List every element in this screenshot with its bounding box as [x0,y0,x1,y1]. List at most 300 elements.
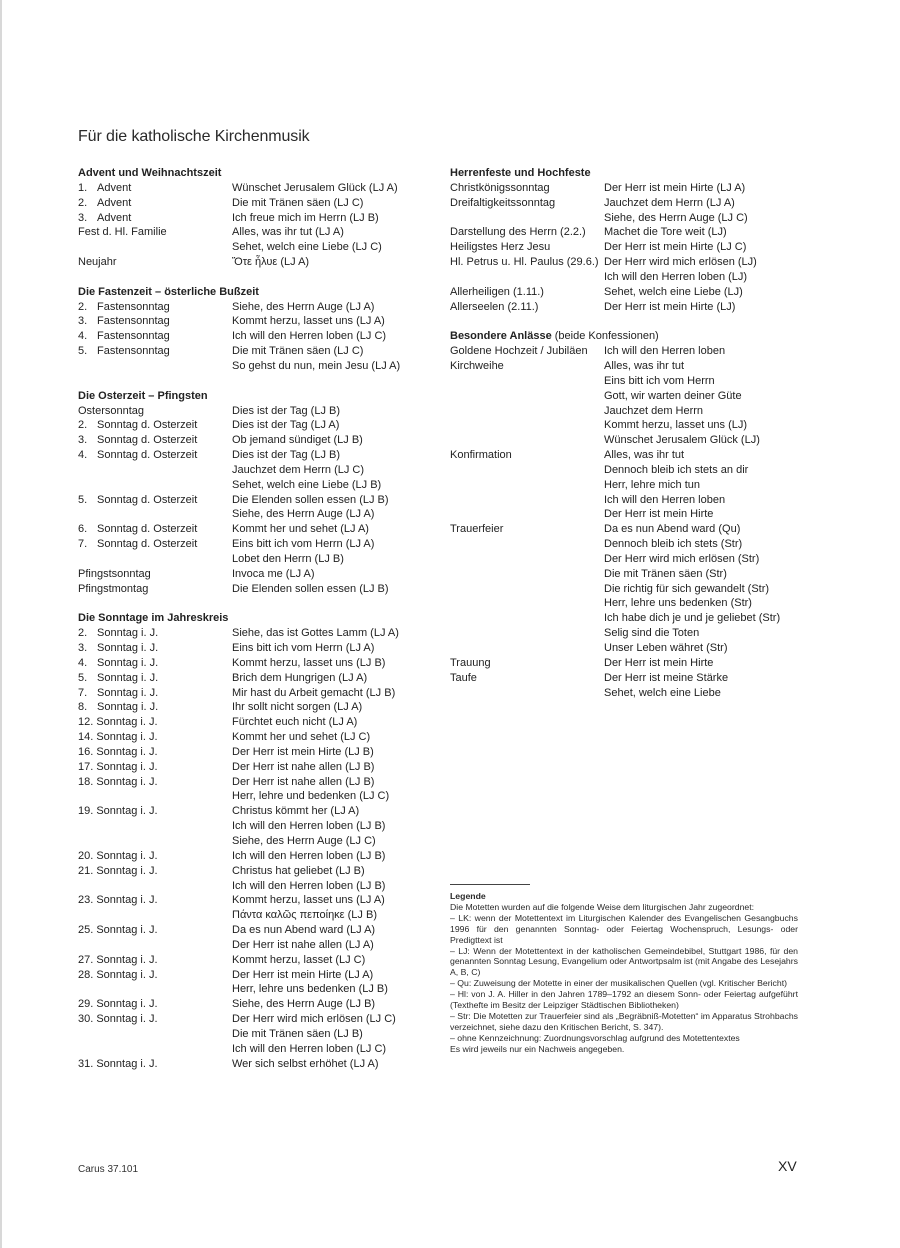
list-item [78,760,428,775]
section [78,389,428,597]
list-item [78,344,428,359]
occasion [78,196,232,211]
list-item [450,389,810,404]
ordinal: 4. [78,656,88,669]
occasion-text: Hl. Petrus u. Hl. Paulus (29.6.) [450,256,599,269]
ordinal: 1. [78,181,88,194]
motet-title: Ich will den Herren loben [604,493,726,506]
occasion [78,582,232,597]
occasion [78,522,232,537]
occasion [78,819,232,834]
motet-title: Ich will den Herren loben (LJ B) [232,849,386,862]
list-item [78,1042,428,1057]
motet-title: Dies ist der Tag (LJ B) [232,404,341,417]
occasion [450,285,604,300]
motet-title: Ich freue mich im Herrn (LJ B) [232,211,379,224]
motet-title: Alles, was ihr tut (LJ A) [232,226,344,239]
occasion-text: Sonntag i. J. [97,671,159,684]
legend-line: – Qu: Zuweisung der Motette in einer der musikalischen Quellen (vgl. Kritischer Bericht) [450,978,788,989]
list-item [450,240,810,255]
occasion-text: 18. Sonntag i. J. [78,775,158,788]
occasion [78,463,232,478]
section-heading [78,611,428,626]
motet-title: Der Herr ist mein Hirte [604,656,714,669]
occasion [78,938,232,953]
list-item [78,1027,428,1042]
list-item [78,359,428,374]
occasion-text: 28. Sonntag i. J. [78,968,158,981]
motet-title: Die mit Tränen säen (Str) [604,567,727,580]
left-column [78,166,428,1071]
list-item [78,700,428,715]
occasion [450,181,604,196]
ordinal: 4. [78,330,88,343]
motet-title: Sehet, welch eine Liebe (LJ B) [232,478,382,491]
motet-title: Herr, lehre und bedenken (LJ C) [232,790,390,803]
motet-title: Siehe, des Herrn Auge (LJ A) [232,300,375,313]
motet-title: Der Herr ist mein Hirte (LJ A) [232,968,374,981]
occasion [78,567,232,582]
page-edge [0,0,2,1248]
occasion-text: 20. Sonntag i. J. [78,849,158,862]
motet-title: Dennoch bleib ich stets (Str) [604,538,743,551]
occasion-text: Konfirmation [450,449,512,462]
occasion-text: 31. Sonntag i. J. [78,1057,158,1070]
occasion [78,745,232,760]
occasion [78,893,232,908]
occasion-text: Sonntag d. Osterzeit [97,419,198,432]
list-item [450,359,810,374]
list-item [78,255,428,270]
list-item [78,463,428,478]
list-item [78,582,428,597]
occasion [450,270,604,285]
motet-title: Die Elenden sollen essen (LJ B) [232,493,389,506]
section-heading-text: Advent und Weihnachtszeit [78,167,222,179]
list-item [78,211,428,226]
legend-body [450,902,798,1055]
motet-title: Πάντα καλῶς πεποίηκε (LJ B) [232,909,377,922]
ordinal: 5. [78,493,88,506]
motet-title: Ich will den Herren loben (LJ B) [232,879,386,892]
catalog-number: Carus 37.101 [78,1164,139,1175]
occasion-text: Trauerfeier [450,523,504,536]
occasion [450,567,604,582]
motet-title: Ob jemand sündiget (LJ B) [232,434,363,447]
list-item [450,448,810,463]
list-item [450,507,810,522]
list-item [450,374,810,389]
occasion [78,923,232,938]
occasion-text: Sonntag i. J. [97,627,159,640]
ordinal: 2. [78,627,88,640]
motet-title: Der Herr wird mich erlösen (LJ C) [232,1013,396,1026]
motet-title: Alles, was ihr tut [604,449,685,462]
occasion-text: 19. Sonntag i. J. [78,805,158,818]
occasion [78,404,232,419]
motet-title: Kommt herzu, lasset (LJ C) [232,953,366,966]
list-item [450,196,810,211]
list-item [450,626,810,641]
list-item [78,715,428,730]
motet-title: Da es nun Abend ward (LJ A) [232,924,376,937]
motet-title: Fürchtet euch nicht (LJ A) [232,716,358,729]
occasion-text: Fastensonntag [97,315,170,328]
occasion [78,493,232,508]
motet-title: Unser Leben währet (Str) [604,642,728,654]
ordinal: 3. [78,642,88,654]
motet-title: Die mit Tränen säen (LJ C) [232,196,364,209]
list-item [78,789,428,804]
ordinal: 5. [78,671,88,684]
section [78,611,428,1071]
motet-title: Siehe, des Herrn Auge (LJ C) [604,211,748,224]
list-item [78,804,428,819]
occasion [78,418,232,433]
occasion [78,804,232,819]
list-item [450,463,810,478]
occasion-text: Neujahr [78,256,117,269]
occasion [450,671,604,686]
occasion-text: Fastensonntag [97,345,170,358]
occasion-text: Allerseelen (2.11.) [450,300,539,313]
list-item [450,671,810,686]
occasion-text: Pfingstmontag [78,582,149,595]
list-item [78,819,428,834]
occasion [78,656,232,671]
legend-heading: Legende [450,891,486,901]
occasion [450,240,604,255]
occasion [78,982,232,997]
occasion [450,344,604,359]
legend-line: – LJ: Wenn der Motettentext in der katholischen Gemeindebibel, Stuttgart 1986, für den genannten Sonntag Lesung, Evangelium oder Antwortpsalm ist (mit Angabe des Lesejahrs A, B, C) [450,945,798,978]
motet-title: Sehet, welch eine Liebe (LJ) [604,285,743,298]
list-item [450,225,810,240]
motet-title: Die richtig für sich gewandelt (Str) [604,582,770,595]
occasion [450,582,604,597]
occasion-text: Advent [97,211,132,224]
motet-title: Christus kömmt her (LJ A) [232,805,360,818]
ordinal: 7. [78,538,88,551]
occasion-text: Kirchweihe [450,359,504,372]
occasion [78,789,232,804]
list-item [78,775,428,790]
motet-title: Der Herr ist nahe allen (LJ A) [232,938,374,951]
occasion [450,507,604,522]
list-item [450,285,810,300]
occasion [450,537,604,552]
occasion-text: Christkönigssonntag [450,181,550,194]
list-item [450,433,810,448]
occasion [78,225,232,240]
occasion [78,329,232,344]
occasion-text: 14. Sonntag i. J. [78,731,158,744]
occasion-text: Advent [97,196,132,209]
section-heading [450,329,810,344]
occasion [78,314,232,329]
section-heading-text: Herrenfeste und Hochfeste [450,167,591,179]
list-item [450,211,810,226]
list-item [450,537,810,552]
occasion [78,211,232,226]
ordinal: 3. [78,434,88,447]
section-heading [78,389,428,404]
motet-title: Jauchzet dem Herrn (LJ C) [232,463,365,476]
motet-title: Siehe, das ist Gottes Lamm (LJ A) [232,627,399,640]
motet-title: Kommt herzu, lasset uns (LJ) [604,419,748,432]
motet-title: Siehe, des Herrn Auge (LJ A) [232,508,375,521]
occasion [450,626,604,641]
list-item [450,567,810,582]
section-heading [450,166,810,181]
occasion [78,478,232,493]
legend-line: – ohne Kennzeichnung: Zuordnungsvorschlag aufgrund des Motettentextes [450,1032,740,1043]
list-item [78,626,428,641]
motet-title: Mir hast du Arbeit gemacht (LJ B) [232,686,396,699]
right-column [450,166,810,700]
ordinal: 3. [78,315,88,328]
occasion [450,255,604,270]
motet-title: Ich will den Herren loben (LJ C) [232,1042,387,1055]
list-item [78,433,428,448]
list-item [78,478,428,493]
occasion-text: Sonntag d. Osterzeit [97,538,198,551]
legend-line: – Hl: von J. A. Hiller in den Jahren 1789–1792 an diesem Sonn- oder Feiertag aufgeführt (Texthefte im Besitz der Leipziger Städtischen Bibliotheken) [450,989,798,1011]
occasion [78,849,232,864]
motet-title: Eins bitt ich vom Herrn [604,374,715,387]
legend-line: – LK: wenn der Motettentext im Liturgischen Kalender des Evangelischen Gesangbuchs 1996 für den genannten Sonntag- oder Feiertag Wochenspruch, Lesungs- oder Predigttext ist [450,912,798,945]
list-item [78,730,428,745]
motet-title: Wünschet Jerusalem Glück (LJ) [604,434,760,447]
motet-title: Ich will den Herren loben (LJ) [604,270,748,283]
occasion [78,626,232,641]
ordinal: 4. [78,449,88,462]
occasion [78,760,232,775]
list-item [78,997,428,1012]
occasion-text: Fastensonntag [97,330,170,343]
occasion [450,686,604,701]
page-title: Für die katholische Kirchenmusik [78,128,310,145]
motet-title: Herr, lehre uns bedenken (LJ B) [232,983,388,996]
list-item [78,938,428,953]
section-heading-note: (beide Konfessionen) [554,330,659,343]
section-heading [78,285,428,300]
list-item [78,329,428,344]
ordinal: 2. [78,300,88,313]
occasion [450,359,604,374]
motet-title: Sehet, welch eine Liebe [604,686,721,699]
occasion-text: Sonntag d. Osterzeit [97,449,198,462]
list-item [450,270,810,285]
list-item [450,493,810,508]
occasion [78,641,232,656]
occasion [78,552,232,567]
occasion-text: 12. Sonntag i. J. [78,716,158,729]
occasion-text: 30. Sonntag i. J. [78,1013,158,1026]
occasion [450,493,604,508]
occasion [78,775,232,790]
list-item [78,745,428,760]
motet-title: Lobet den Herrn (LJ B) [232,552,344,565]
occasion-text: 16. Sonntag i. J. [78,745,158,758]
list-item [450,596,810,611]
occasion [78,1027,232,1042]
occasion [78,255,232,270]
occasion [450,448,604,463]
occasion-text: 25. Sonntag i. J. [78,924,158,937]
motet-title: Ὅτε ἦλυε (LJ A) [232,256,310,269]
occasion [78,671,232,686]
list-item [78,864,428,879]
occasion-text: Ostersonntag [78,404,145,417]
ordinal: 2. [78,419,88,432]
list-item [78,537,428,552]
section [78,166,428,270]
occasion-text: Sonntag d. Osterzeit [97,493,198,506]
motet-title: Ich will den Herren loben (LJ C) [232,330,387,343]
list-item [78,552,428,567]
list-item [78,314,428,329]
occasion [78,240,232,255]
legend-line: Die Motetten wurden auf die folgende Weise dem liturgischen Jahr zugeordnet: [450,901,755,912]
motet-title: Der Herr wird mich erlösen (LJ) [604,256,757,269]
occasion-text: 21. Sonntag i. J. [78,864,158,877]
motet-title: Der Herr ist mein Hirte (LJ C) [604,241,747,254]
occasion-text: Allerheiligen (1.11.) [450,285,544,298]
ordinal: 8. [78,701,88,714]
occasion [78,448,232,463]
occasion-text: Sonntag d. Osterzeit [97,434,198,447]
occasion-text: Dreifaltigkeitssonntag [450,196,556,209]
list-item [450,552,810,567]
occasion [450,196,604,211]
list-item [450,344,810,359]
occasion [78,879,232,894]
occasion [450,522,604,537]
list-item [78,656,428,671]
occasion [450,596,604,611]
list-item [450,686,810,701]
occasion [78,997,232,1012]
occasion-text: Trauung [450,656,491,669]
ordinal: 3. [78,211,88,224]
section [450,166,810,314]
section-heading-text: Die Sonntage im Jahreskreis [78,612,229,625]
list-item [78,879,428,894]
occasion [78,908,232,923]
motet-title: Selig sind die Toten [604,627,700,640]
list-item [78,908,428,923]
occasion [450,656,604,671]
list-item [78,834,428,849]
section-heading-text: Die Fastenzeit – österliche Bußzeit [78,285,259,298]
motet-title: Siehe, des Herrn Auge (LJ B) [232,998,376,1011]
motet-title: Kommt herzu, lasset uns (LJ A) [232,894,385,907]
motet-title: Der Herr ist mein Hirte (LJ B) [232,745,374,758]
list-item [78,404,428,419]
section-heading [78,166,428,181]
occasion [450,641,604,656]
occasion-text: Sonntag i. J. [97,656,159,669]
list-item [450,300,810,315]
motet-title: Dies ist der Tag (LJ A) [232,419,340,432]
legend-line: Es wird jeweils nur ein Nachweis angegeben. [450,1043,625,1054]
list-item [78,893,428,908]
occasion-text: Taufe [450,671,477,684]
occasion [78,1042,232,1057]
occasion [450,404,604,419]
list-item [450,611,810,626]
occasion [450,552,604,567]
motet-title: Die mit Tränen säen (LJ C) [232,345,364,358]
list-item [78,507,428,522]
list-item [450,404,810,419]
occasion-text: Fastensonntag [97,300,170,313]
motet-title: Dennoch bleib ich stets an dir [604,463,749,476]
motet-title: Eins bitt ich vom Herrn (LJ A) [232,642,375,654]
motet-title: So gehst du nun, mein Jesu (LJ A) [232,359,401,372]
ordinal: 6. [78,523,88,536]
occasion [78,433,232,448]
occasion [78,686,232,701]
list-item [78,968,428,983]
occasion [450,374,604,389]
motet-title: Der Herr ist mein Hirte [604,508,714,521]
occasion [78,1057,232,1072]
motet-title: Wünschet Jerusalem Glück (LJ A) [232,181,398,194]
occasion-text: Sonntag i. J. [97,686,159,699]
list-item [78,641,428,656]
list-item [78,953,428,968]
occasion [450,433,604,448]
motet-title: Kommt herzu, lasset uns (LJ B) [232,656,386,669]
motet-title: Der Herr ist nahe allen (LJ B) [232,775,375,788]
motet-title: Brich dem Hungrigen (LJ A) [232,671,368,684]
legend-line: – Str: Die Motetten zur Trauerfeier sind als „Begräbniß-Motetten“ im Apparatus Strohbachs verzeichnet, siehe dazu den Kritischen Bericht, S. 347). [450,1010,798,1032]
occasion [450,418,604,433]
motet-title: Alles, was ihr tut [604,359,685,372]
page-number: XV [778,1158,797,1174]
occasion-text: Pfingstsonntag [78,567,151,580]
occasion [78,715,232,730]
occasion [78,864,232,879]
motet-title: Jauchzet dem Herrn [604,404,704,417]
occasion [78,359,232,374]
occasion-text: Advent [97,181,132,194]
occasion [450,211,604,226]
motet-title: Der Herr ist mein Hirte (LJ A) [604,181,746,194]
list-item [450,641,810,656]
list-item [78,240,428,255]
occasion-text: 29. Sonntag i. J. [78,998,158,1011]
motet-title: Kommt herzu, lasset uns (LJ A) [232,315,385,328]
list-item [450,255,810,270]
list-item [78,300,428,315]
ordinal: 7. [78,686,88,699]
occasion-text: Sonntag i. J. [97,701,159,714]
list-item [450,656,810,671]
occasion-text: 27. Sonntag i. J. [78,953,158,966]
section [450,329,810,700]
list-item [450,522,810,537]
occasion [450,463,604,478]
list-item [78,567,428,582]
occasion [78,834,232,849]
list-item [78,982,428,997]
occasion [78,300,232,315]
motet-title: Eins bitt ich vom Herrn (LJ A) [232,538,375,551]
occasion [78,507,232,522]
